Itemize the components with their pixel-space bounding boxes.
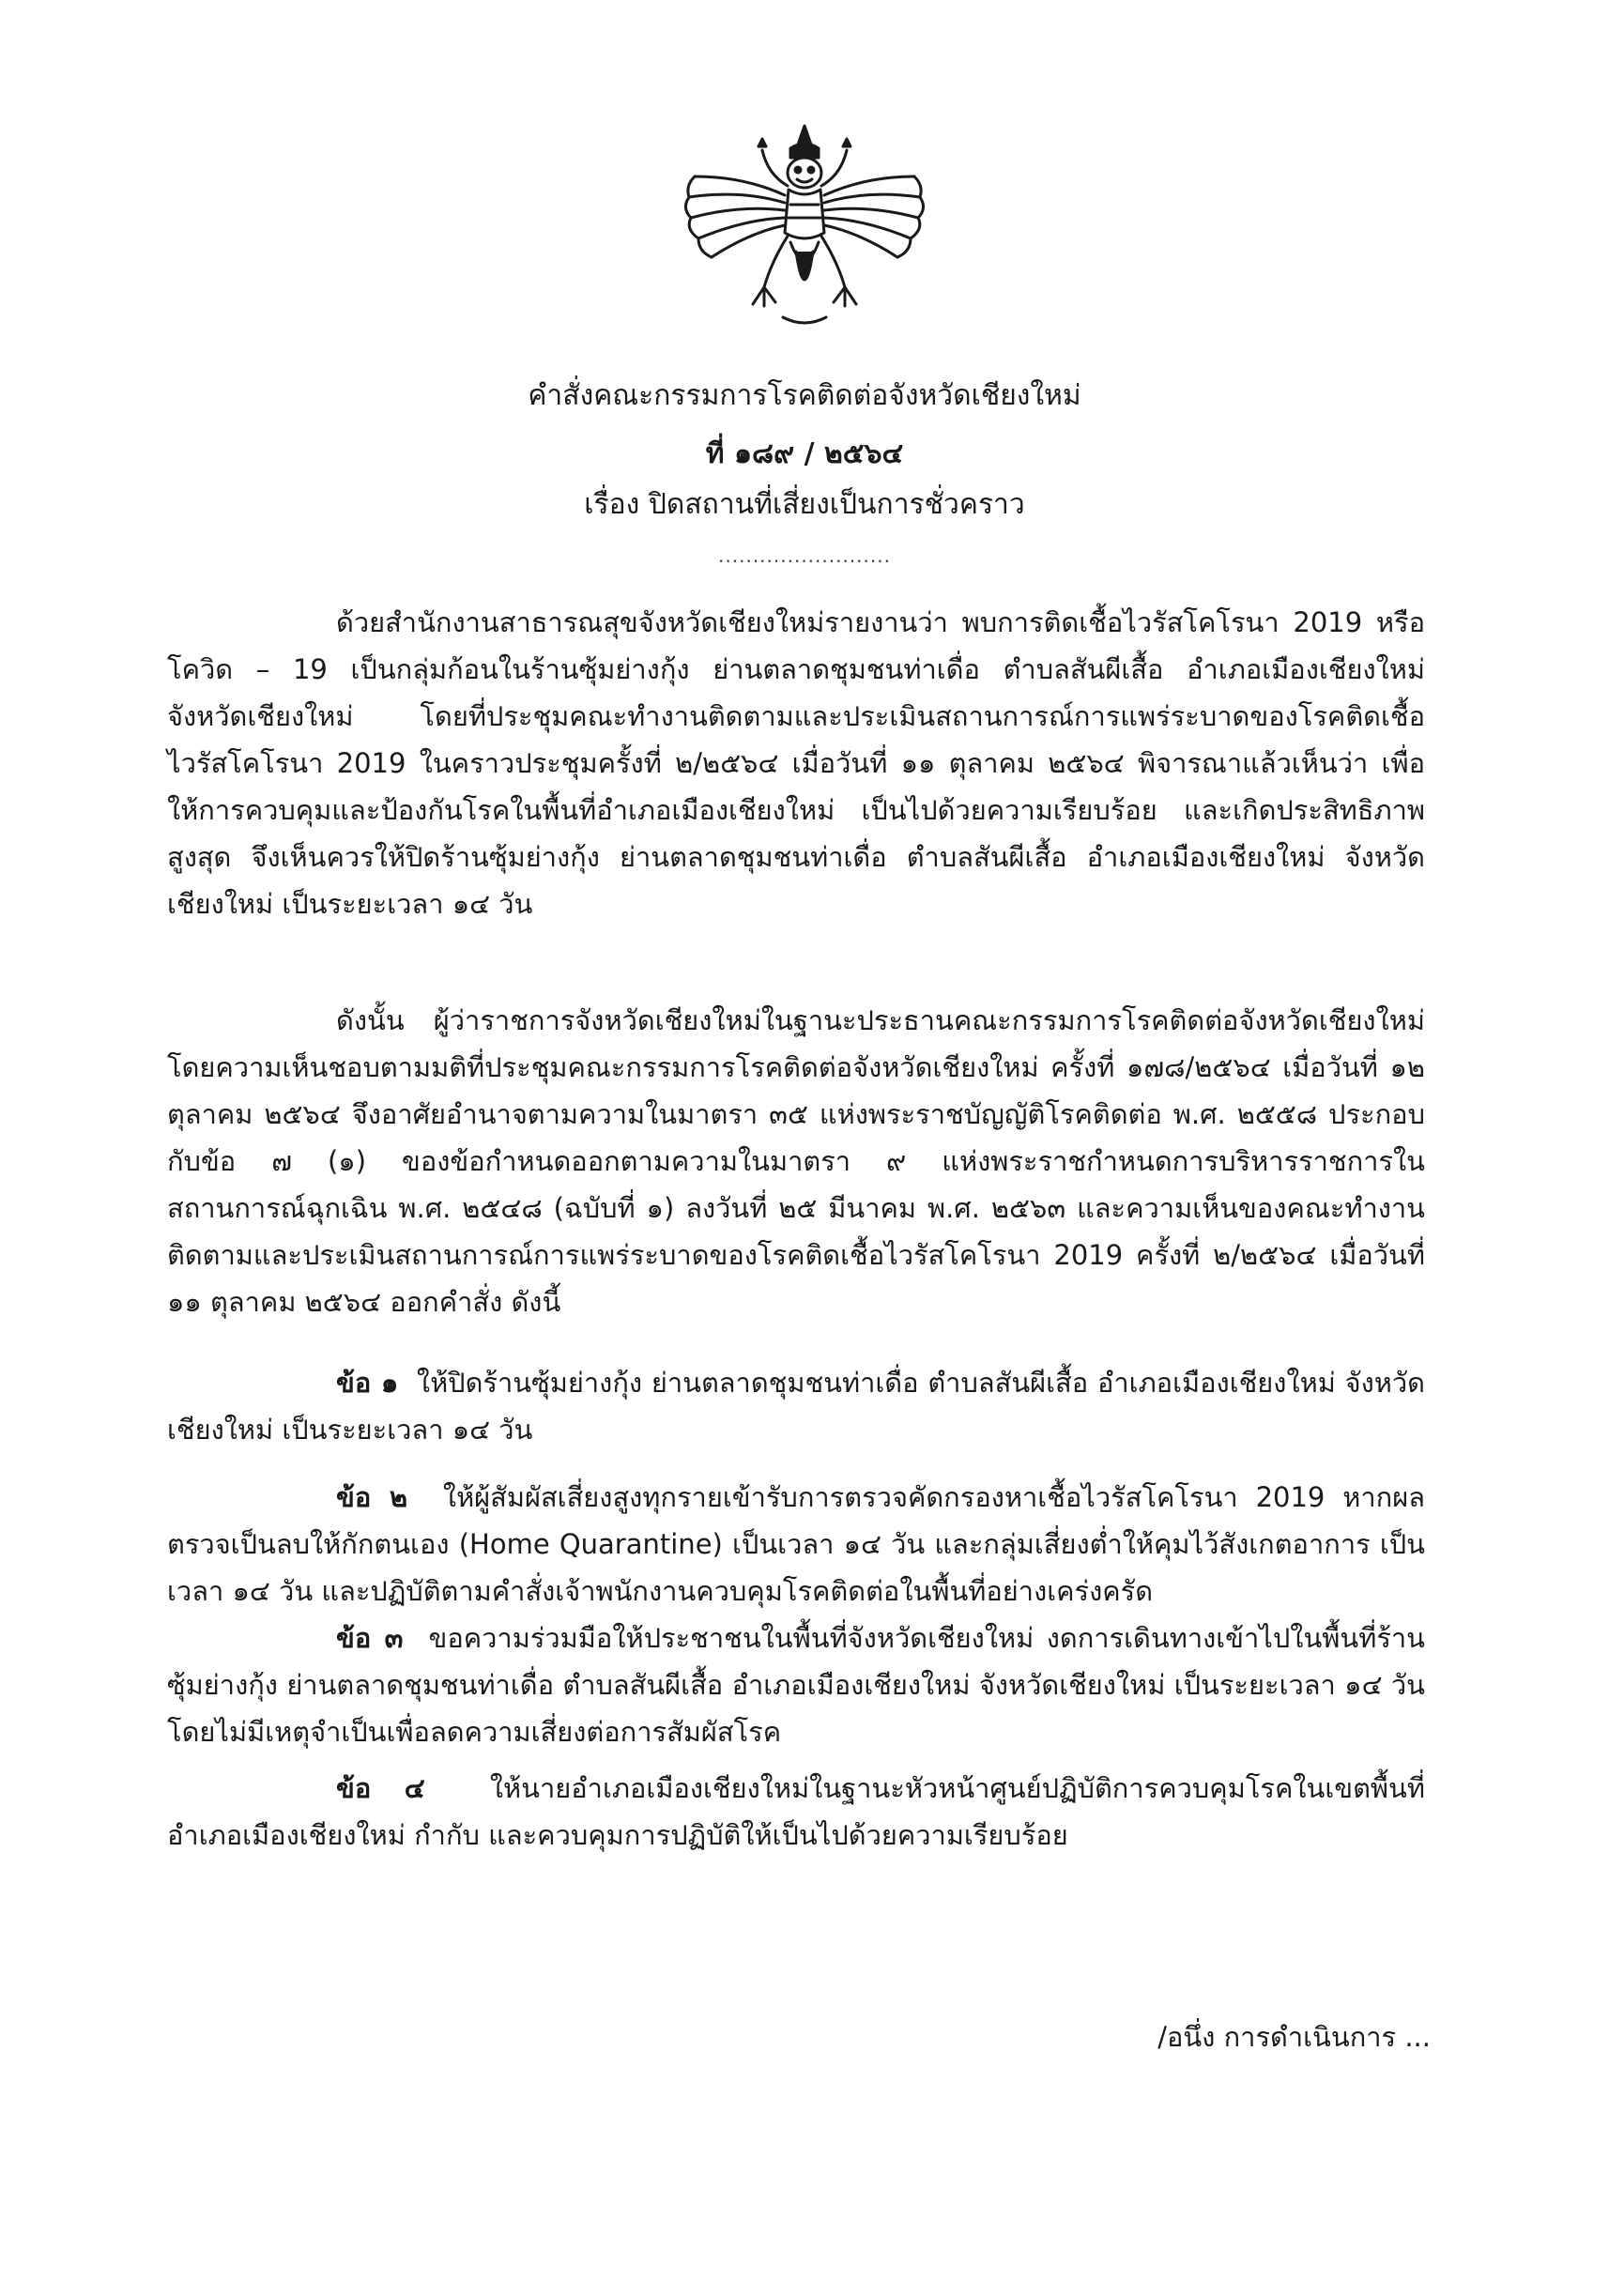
paragraph-authority-text: ดังนั้น ผู้ว่าราชการจังหวัดเชียงใหม่ในฐานะประธานคณะกรรมการโรคติดต่อจังหวัดเชียงใหม่ โดยความเห็นชอบตามมติที่ประชุมคณะกรรมการโรคติดต่อจังหวัดเชียงใหม่ ครั้งที่ ๑๗๘/๒๕๖๔ เมื่อวันที่ ๑๒ ตุลาคม ๒๕๖๔ จึงอาศัยอำนาจตามความในมาตรา ๓๕ แห่งพระราชบัญญัติโรคติดต่อ พ.ศ. ๒๕๕๘ ประกอบกับข้อ ๗ (๑) ของข้อกำหนดออกตามความในมาตรา ๙ แห่งพระราชกำหนดการบริหารราชการในสถานการณ์ฉุกเฉิน พ.ศ. ๒๕๔๘ (ฉบับที่ ๑) ลงวันที่ ๒๕ มีนาคม พ.ศ. ๒๕๖๓ และความเห็นของคณะทำงานติดตามและประเมินสถานการณ์การแพร่ระบาดของโรคติดเชื้อไวรัสโคโรนา 2019 ครั้งที่ ๒/๒๕๖๔ เมื่อวันที่ ๑๑ ตุลาคม ๒๕๖๔ ออกคำสั่ง ดังนี้ bbox=[167, 1004, 1425, 1318]
order-subject: เรื่อง ปิดสถานที่เสี่ยงเป็นการชั่วคราว bbox=[584, 488, 1025, 521]
clause-4-label: ข้อ ๔ bbox=[336, 1772, 425, 1804]
clause-4 bbox=[167, 1765, 1425, 1859]
clause-2 bbox=[167, 1474, 1425, 1615]
clause-1-text: ให้ปิดร้านซุ้มย่างกุ้ง ย่านตลาดชุมชนท่าเดื่อ ตำบลสันผีเสื้อ อำเภอเมืองเชียงใหม่ จังหวัดเชียงใหม่ เป็นระยะเวลา ๑๔ วัน bbox=[167, 1367, 1426, 1446]
paragraph-background-text: ด้วยสำนักงานสาธารณสุขจังหวัดเชียงใหม่รายงานว่า พบการติดเชื้อไวรัสโคโรนา 2019 หรือโควิด – 19 เป็นกลุ่มก้อนในร้านซุ้มย่างกุ้ง ย่านตลาดชุมชนท่าเดื่อ ตำบลสันผีเสื้อ อำเภอเมืองเชียงใหม่ จังหวัดเชียงใหม่ โดยที่ประชุมคณะทำงานติดตามและประเมินสถานการณ์การแพร่ระบาดของโรคติดเชื้อไวรัสโคโรนา 2019 ในคราวประชุมครั้งที่ ๒/๒๕๖๔ เมื่อวันที่ ๑๑ ตุลาคม ๒๕๖๔ พิจารณาแล้วเห็นว่า เพื่อให้การควบคุมและป้องกันโรคในพื้นที่อำเภอเมืองเชียงใหม่ เป็นไปด้วยความเรียบร้อย และเกิดประสิทธิภาพสูงสุด จึงเห็นควรให้ปิดร้านซุ้มย่างกุ้ง ย่านตลาดชุมชนท่าเดื่อ ตำบลสันผีเสื้อ อำเภอเมืองเชียงใหม่ จังหวัดเชียงใหม่ เป็นระยะเวลา ๑๔ วัน bbox=[167, 606, 1425, 920]
clause-3-label: ข้อ ๓ bbox=[336, 1622, 404, 1654]
clause-1 bbox=[167, 1359, 1425, 1453]
clause-1-label: ข้อ ๑ bbox=[336, 1367, 399, 1399]
clause-2-text: ให้ผู้สัมผัสเสี่ยงสูงทุกรายเข้ารับการตรวจคัดกรองหาเชื้อไวรัสโคโรนา 2019 หากผลตรวจเป็นลบให้กักตนเอง (Home Quarantine) เป็นเวลา ๑๔ วัน และกลุ่มเสี่ยงต่ำให้คุมไว้สังเกตอาการ เป็นเวลา ๑๔ วัน และปฏิบัติตามคำสั่งเจ้าพนักงานควบคุมโรคติดต่อในพื้นที่อย่างเคร่งครัด bbox=[167, 1481, 1425, 1607]
garuda-emblem-icon bbox=[678, 120, 931, 332]
clause-3 bbox=[167, 1615, 1425, 1755]
continuation-note: /อนึ่ง การดำเนินการ ... bbox=[1157, 2021, 1431, 2053]
paragraph-authority bbox=[167, 997, 1425, 1372]
title-separator: ......................... bbox=[718, 544, 891, 567]
clause-3-text: ขอความร่วมมือให้ประชาชนในพื้นที่จังหวัดเชียงใหม่ งดการเดินทางเข้าไปในพื้นที่ร้านซุ้มย่างกุ้ง ย่านตลาดชุมชนท่าเดื่อ ตำบลสันผีเสื้อ อำเภอเมืองเชียงใหม่ จังหวัดเชียงใหม่ เป็นระยะเวลา ๑๔ วัน โดยไม่มีเหตุจำเป็นเพื่อลดความเสี่ยงต่อการสัมผัสโรค bbox=[167, 1622, 1426, 1748]
order-number: ที่ ๑๘๙ / ๒๕๖๔ bbox=[705, 437, 904, 470]
paragraph-background bbox=[167, 599, 1425, 974]
clause-4-text: ให้นายอำเภอเมืองเชียงใหม่ในฐานะหัวหน้าศูนย์ปฏิบัติการควบคุมโรคในเขตพื้นที่อำเภอเมืองเชียงใหม่ กำกับ และควบคุมการปฏิบัติให้เป็นไปด้วยความเรียบร้อย bbox=[167, 1772, 1425, 1851]
clause-2-label: ข้อ ๒ bbox=[336, 1481, 408, 1513]
order-title: คำสั่งคณะกรรมการโรคติดต่อจังหวัดเชียงใหม่ bbox=[528, 379, 1081, 412]
